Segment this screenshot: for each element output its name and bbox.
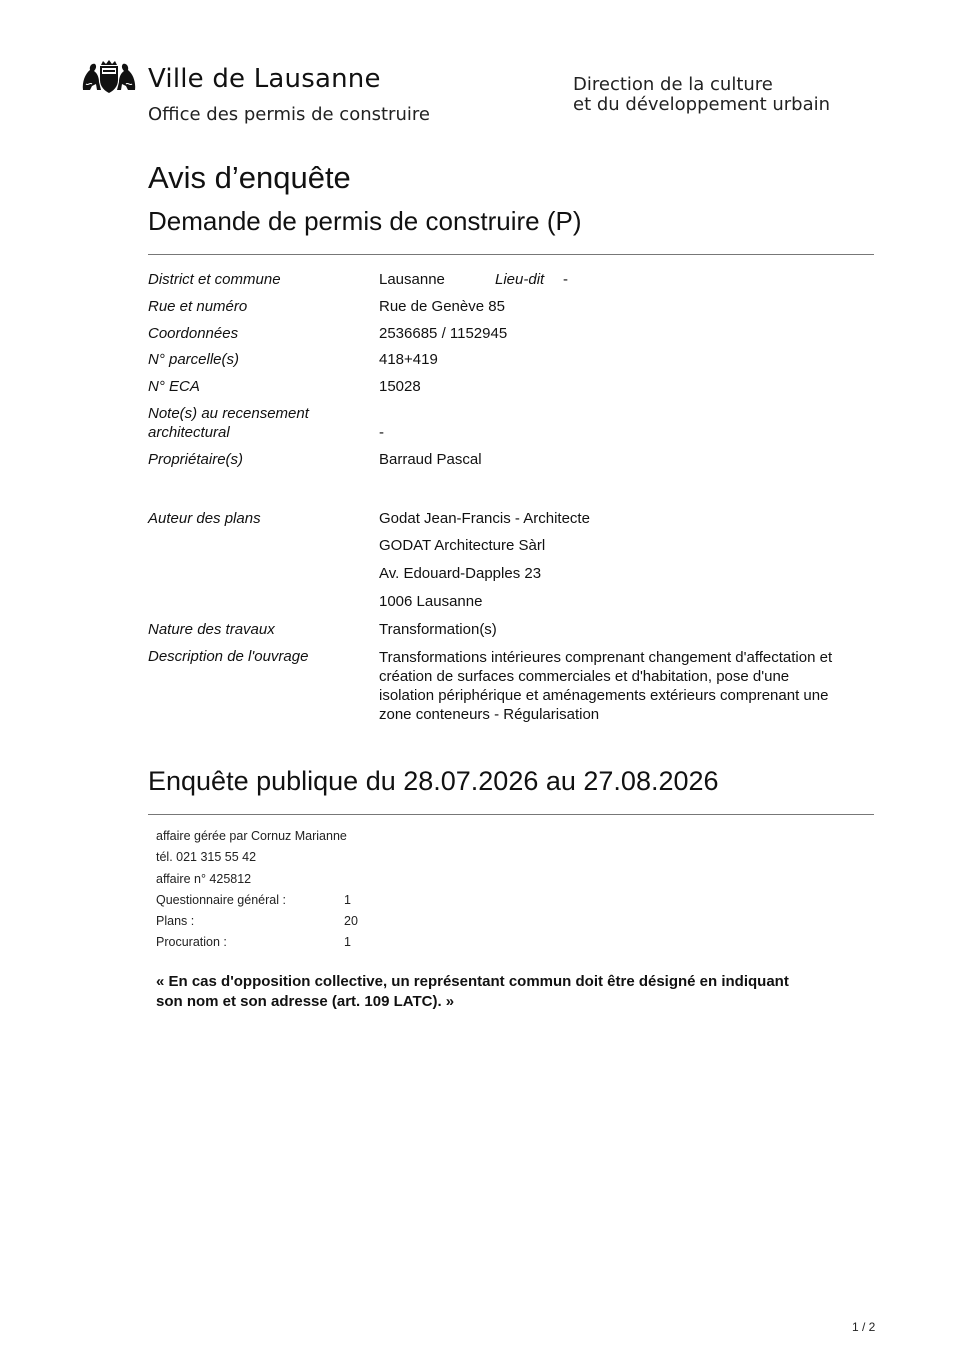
procuration-label: Procuration : [156,935,227,949]
author-label: Auteur des plans [148,510,261,527]
author-line: GODAT Architecture Sàrl [379,537,546,554]
description-line: création de surfaces commerciales et d'habitation, pose d'une [379,668,790,685]
eca-label: N° ECA [148,378,200,395]
page-number: 1 / 2 [852,1320,876,1334]
description-line: zone conteneurs - Régularisation [379,706,600,723]
department-line-2: et du développement urbain [573,94,831,115]
page-subtitle: Demande de permis de construire (P) [148,206,582,236]
divider [148,254,874,255]
questionnaire-value: 1 [344,893,351,907]
description-line: isolation périphérique et aménagements extérieurs comprenant une [379,687,829,704]
eca-value: 15028 [379,378,421,395]
opposition-notice [156,972,789,1012]
district-value: Lausanne [379,271,445,288]
parcel-label: N° parcelle(s) [148,351,240,368]
parcel-value: 418+419 [379,351,438,368]
district-label: District et commune [148,271,281,288]
brand-subtitle: Office des permis de construire [148,104,430,125]
description-label: Description de l'ouvrage [148,648,309,665]
note-label-line-1: Note(s) au recensement [148,405,309,422]
affaire-phone: tél. 021 315 55 42 [156,850,257,864]
coordinates-value: 2536685 / 1152945 [379,325,508,342]
plans-value: 20 [344,914,358,928]
nature-label: Nature des travaux [148,621,275,638]
author-line: Av. Edouard-Dapples 23 [379,565,542,582]
department-name [573,75,830,115]
affaire-managed-by: affaire gérée par Cornuz Marianne [156,829,347,843]
procuration-value: 1 [344,935,351,949]
affaire-number: affaire n° 425812 [156,872,252,886]
note-value: - [379,424,384,441]
page-title: Avis d’enquête [148,160,351,195]
brand-title: Ville de Lausanne [148,64,381,94]
description-line: Transformations intérieures comprenant changement d'affectation et [379,649,833,666]
lieudit-value: - [563,271,568,288]
description-value [379,648,879,724]
plans-label: Plans : [156,914,195,928]
author-line: Godat Jean-Francis - Architecte [379,510,590,527]
nature-value: Transformation(s) [379,621,497,638]
divider [148,814,874,815]
author-line: 1006 Lausanne [379,593,483,610]
lausanne-coat-of-arms-icon [80,60,138,96]
enquete-title: Enquête publique du 28.07.2026 au 27.08.2026 [148,766,719,796]
notice-line-2: son nom et son adresse (art. 109 LATC). » [156,993,455,1010]
street-value: Rue de Genève 85 [379,298,505,315]
coordinates-label: Coordonnées [148,325,239,342]
lieudit-label: Lieu-dit [495,271,545,288]
notice-line-1: « En cas d'opposition collective, un représentant commun doit être désigné en indiquant [156,973,789,990]
department-line-1: Direction de la culture [573,74,773,95]
owner-label: Propriétaire(s) [148,451,244,468]
owner-value: Barraud Pascal [379,451,482,468]
questionnaire-label: Questionnaire général : [156,893,286,907]
note-label-line-2: architectural [148,424,230,441]
street-label: Rue et numéro [148,298,248,315]
